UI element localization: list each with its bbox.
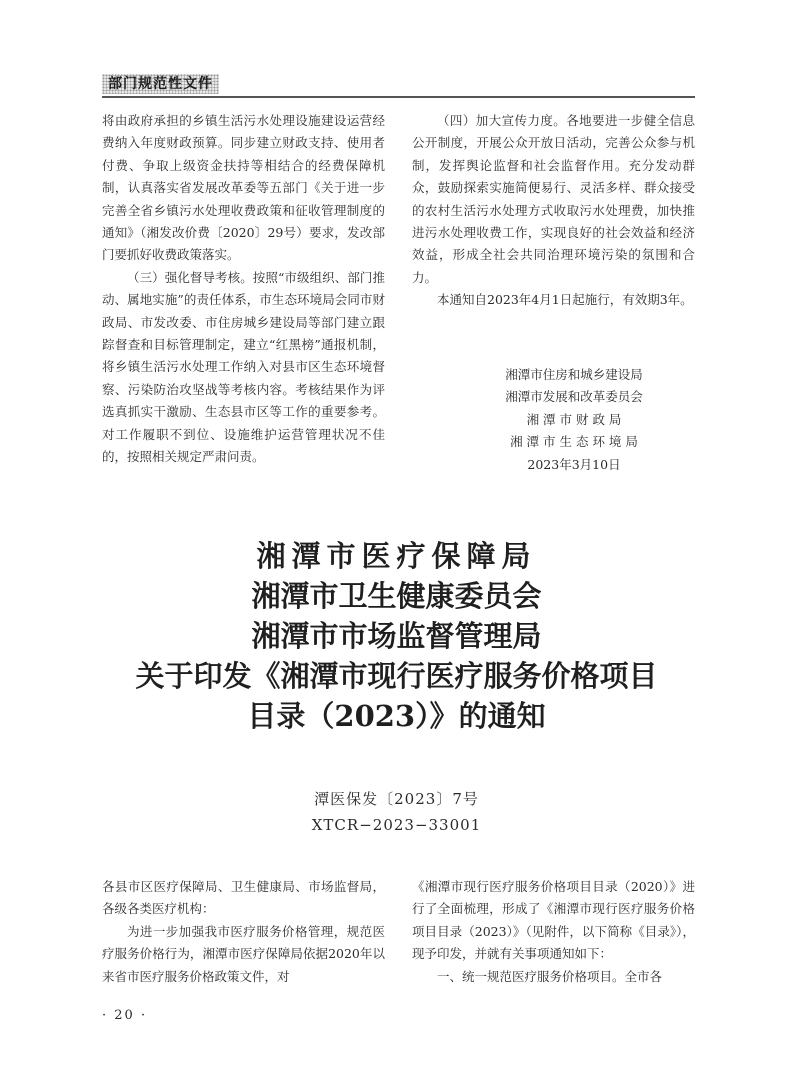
title-line: 目录（2023）》的通知: [247, 699, 546, 733]
body-left-column: [102, 876, 385, 988]
signatory-block: [462, 364, 686, 476]
title-line: 关于印发《湘潭市现行医疗服务价格项目: [135, 659, 658, 693]
paragraph: （三）强化督导考核。按照“市级组织、部门推动、属地实施”的责任体系，市生态环境局会同市财政局、市发改委、市住房城乡建设局等部门建立跟踪督查和目标管理制定，建立“红黑榜”通报机制，将乡镇生活污水处理工作纳入对县市区生态环境督察、污染防治攻坚战等考核内容。考核结果作为评选真抓实干激励、生态县市区等工作的重要参考。对工作履职不到位、设施维护运营管理状况不佳的，按照相关规定严肃问责。: [102, 269, 385, 465]
document-code: XTCR−2023−33001: [311, 816, 482, 834]
paragraph: 本通知自2023年4月1日起施行，有效期3年。: [437, 292, 693, 308]
title-line: 湘潭市市场监督管理局: [251, 619, 542, 653]
paragraph: 一、统一规范医疗服务价格项目。全市各: [437, 968, 663, 984]
header-rule: [102, 96, 695, 98]
title-line: 湘潭市卫生健康委员会: [251, 579, 542, 613]
paragraph: 将由政府承担的乡镇生活污水处理设施建设运营经费纳入年度财政预算。同步建立财政支持、使用者付费、争取上级资金扶持等相结合的经费保障机制，认真落实省发展改革委等五部门《关于进一步完善全省乡镇污水处理收费政策和征收管理制度的通知》（湘发改价费〔2020〕29号）要求，发改部门要抓好收费政策落实。: [102, 113, 385, 263]
notice-title: [90, 536, 703, 736]
body-right-column: [412, 876, 695, 988]
signatory: 湘潭市住房和城乡建设局: [505, 367, 643, 382]
signatory: 湘潭市发展和改革委员会: [505, 389, 643, 405]
section-tag: 部门规范性文件: [102, 74, 219, 94]
paragraph: 各县市区医疗保障局、卫生健康局、市场监督局，各级各类医疗机构：: [102, 879, 385, 917]
document-number: 潭医保发〔2023〕7号: [314, 790, 479, 808]
paragraph: （四）加大宣传力度。各地要进一步健全信息公开制度，开展公众开放日活动，完善公众参与机制，发挥舆论监督和社会监督作用。充分发动群众，鼓励探索实施简便易行、灵活多样、群众接受的农村生活污水处理方式收取污水处理费，加快推进污水处理收费工作，实现良好的社会效益和经济效益，形成全社会共同治理环境污染的氛围和合力。: [412, 113, 695, 285]
signatory: 湘 潭 市 财 政 局: [526, 411, 622, 427]
top-left-column: [102, 110, 385, 469]
paragraph: 《湘潭市现行医疗服务价格项目目录（2020）》进行了全面梳理，形成了《湘潭市现行医疗服务价格项目目录（2023）》（见附件，以下简称《目录》），现予印发，并就有关事项通知如下：: [412, 879, 695, 962]
paragraph: 为进一步加强我市医疗服务价格管理，规范医疗服务价格行为，湘潭市医疗保障局依据2020年以来省市医疗服务价格政策文件，对: [102, 923, 385, 984]
signatory: 湘 潭 市 生 态 环 境 局: [510, 434, 638, 450]
issue-date: 2023年3月10日: [527, 456, 621, 472]
page-number: · 20 ·: [102, 1008, 148, 1023]
title-line: 湘潭市医疗保障局: [256, 539, 537, 573]
top-right-column: [412, 110, 695, 312]
